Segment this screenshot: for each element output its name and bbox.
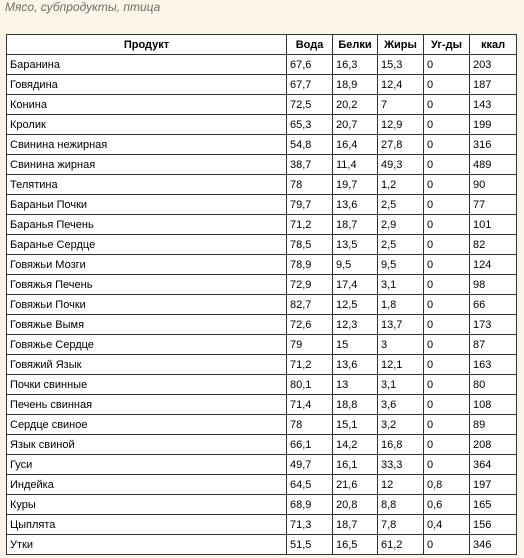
cell-protein: 16,1	[333, 455, 378, 475]
cell-carbs: 0	[424, 95, 470, 115]
cell-carbs: 0	[424, 135, 470, 155]
cell-kcal: 77	[470, 195, 517, 215]
cell-kcal: 364	[470, 455, 517, 475]
cell-water: 79	[287, 335, 333, 355]
table-row	[7, 275, 517, 295]
table-row	[7, 475, 517, 495]
cell-carbs: 0	[424, 295, 470, 315]
cell-kcal: 143	[470, 95, 517, 115]
cell-kcal: 108	[470, 395, 517, 415]
cell-kcal: 66	[470, 295, 517, 315]
cell-carbs: 0	[424, 255, 470, 275]
cell-carbs: 0	[424, 415, 470, 435]
cell-kcal: 89	[470, 415, 517, 435]
table-row	[7, 495, 517, 515]
cell-protein: 16,5	[333, 535, 378, 555]
cell-fat: 2,9	[378, 215, 424, 235]
table-row	[7, 75, 517, 95]
cell-kcal: 199	[470, 115, 517, 135]
cell-product: Куры	[7, 495, 287, 515]
table-row	[7, 155, 517, 175]
cell-protein: 9,5	[333, 255, 378, 275]
cell-fat: 12,1	[378, 355, 424, 375]
cell-kcal: 208	[470, 435, 517, 455]
cell-product: Кролик	[7, 115, 287, 135]
cell-product: Говяжьи Почки	[7, 295, 287, 315]
cell-kcal: 80	[470, 375, 517, 395]
cell-kcal: 173	[470, 315, 517, 335]
cell-product: Язык свиной	[7, 435, 287, 455]
cell-water: 38,7	[287, 155, 333, 175]
cell-protein: 13,6	[333, 355, 378, 375]
table-row	[7, 355, 517, 375]
cell-fat: 12	[378, 475, 424, 495]
cell-water: 67,6	[287, 55, 333, 75]
cell-fat: 3	[378, 335, 424, 355]
cell-water: 72,6	[287, 315, 333, 335]
cell-protein: 20,7	[333, 115, 378, 135]
cell-water: 78,9	[287, 255, 333, 275]
table-row	[7, 95, 517, 115]
cell-carbs: 0	[424, 155, 470, 175]
table-row	[7, 195, 517, 215]
cell-fat: 2,5	[378, 235, 424, 255]
table-row	[7, 235, 517, 255]
cell-water: 72,9	[287, 275, 333, 295]
cell-kcal: 98	[470, 275, 517, 295]
cell-kcal: 165	[470, 495, 517, 515]
header-fat: Жиры	[378, 35, 424, 55]
cell-fat: 3,2	[378, 415, 424, 435]
cell-carbs: 0	[424, 235, 470, 255]
table-row	[7, 115, 517, 135]
cell-product: Говядина	[7, 75, 287, 95]
cell-carbs: 0,6	[424, 495, 470, 515]
cell-water: 79,7	[287, 195, 333, 215]
cell-water: 72,5	[287, 95, 333, 115]
table-row	[7, 335, 517, 355]
cell-fat: 7	[378, 95, 424, 115]
cell-protein: 12,5	[333, 295, 378, 315]
cell-protein: 18,7	[333, 515, 378, 535]
cell-product: Утки	[7, 535, 287, 555]
table-row	[7, 315, 517, 335]
cell-product: Говяжьи Мозги	[7, 255, 287, 275]
cell-carbs: 0	[424, 455, 470, 475]
cell-kcal: 124	[470, 255, 517, 275]
cell-water: 78,5	[287, 235, 333, 255]
cell-water: 71,4	[287, 395, 333, 415]
cell-water: 67,7	[287, 75, 333, 95]
cell-carbs: 0	[424, 395, 470, 415]
cell-fat: 15,3	[378, 55, 424, 75]
cell-fat: 13,7	[378, 315, 424, 335]
cell-kcal: 197	[470, 475, 517, 495]
cell-water: 71,2	[287, 355, 333, 375]
cell-protein: 13	[333, 375, 378, 395]
table-row	[7, 395, 517, 415]
cell-product: Свинина жирная	[7, 155, 287, 175]
cell-product: Индейка	[7, 475, 287, 495]
table-caption: Мясо, субпродукты, птица	[5, 0, 161, 14]
table-row	[7, 535, 517, 555]
cell-carbs: 0,8	[424, 475, 470, 495]
cell-water: 82,7	[287, 295, 333, 315]
cell-protein: 13,5	[333, 235, 378, 255]
cell-kcal: 316	[470, 135, 517, 155]
cell-fat: 3,1	[378, 275, 424, 295]
cell-water: 68,9	[287, 495, 333, 515]
cell-protein: 15	[333, 335, 378, 355]
cell-water: 64,5	[287, 475, 333, 495]
cell-protein: 18,8	[333, 395, 378, 415]
cell-kcal: 82	[470, 235, 517, 255]
cell-fat: 12,4	[378, 75, 424, 95]
table-row	[7, 375, 517, 395]
cell-fat: 2,5	[378, 195, 424, 215]
table-header-row	[7, 35, 517, 55]
cell-protein: 16,3	[333, 55, 378, 75]
cell-product: Печень свинная	[7, 395, 287, 415]
table-row	[7, 135, 517, 155]
cell-fat: 1,8	[378, 295, 424, 315]
cell-fat: 49,3	[378, 155, 424, 175]
cell-product: Говяжье Вымя	[7, 315, 287, 335]
table-row	[7, 255, 517, 275]
cell-product: Гуси	[7, 455, 287, 475]
cell-water: 80,1	[287, 375, 333, 395]
cell-fat: 61,2	[378, 535, 424, 555]
cell-protein: 19,7	[333, 175, 378, 195]
cell-fat: 16,8	[378, 435, 424, 455]
cell-water: 71,2	[287, 215, 333, 235]
cell-carbs: 0	[424, 535, 470, 555]
table-row	[7, 55, 517, 75]
cell-protein: 11,4	[333, 155, 378, 175]
cell-carbs: 0	[424, 435, 470, 455]
cell-fat: 12,9	[378, 115, 424, 135]
table-row	[7, 435, 517, 455]
header-water: Вода	[287, 35, 333, 55]
cell-fat: 9,5	[378, 255, 424, 275]
cell-kcal: 163	[470, 355, 517, 375]
cell-kcal: 489	[470, 155, 517, 175]
header-protein: Белки	[333, 35, 378, 55]
header-carbs: Уг-ды	[424, 35, 470, 55]
cell-kcal: 156	[470, 515, 517, 535]
cell-product: Говяжье Сердце	[7, 335, 287, 355]
cell-carbs: 0	[424, 115, 470, 135]
cell-product: Цыплята	[7, 515, 287, 535]
cell-carbs: 0	[424, 175, 470, 195]
cell-kcal: 87	[470, 335, 517, 355]
cell-product: Свинина нежирная	[7, 135, 287, 155]
cell-water: 51,5	[287, 535, 333, 555]
cell-carbs: 0	[424, 275, 470, 295]
table-row	[7, 455, 517, 475]
cell-protein: 20,2	[333, 95, 378, 115]
cell-carbs: 0	[424, 355, 470, 375]
cell-fat: 1,2	[378, 175, 424, 195]
cell-protein: 17,4	[333, 275, 378, 295]
cell-protein: 12,3	[333, 315, 378, 335]
cell-water: 78	[287, 415, 333, 435]
cell-water: 66,1	[287, 435, 333, 455]
cell-fat: 33,3	[378, 455, 424, 475]
cell-protein: 14,2	[333, 435, 378, 455]
table-body	[7, 55, 517, 555]
cell-protein: 18,7	[333, 215, 378, 235]
cell-carbs: 0	[424, 55, 470, 75]
cell-product: Сердце свиное	[7, 415, 287, 435]
nutrition-table	[6, 34, 517, 555]
cell-carbs: 0	[424, 75, 470, 95]
cell-protein: 15,1	[333, 415, 378, 435]
cell-product: Говяжья Печень	[7, 275, 287, 295]
cell-protein: 16,4	[333, 135, 378, 155]
header-product: Продукт	[7, 35, 287, 55]
cell-product: Почки свинные	[7, 375, 287, 395]
cell-product: Телятина	[7, 175, 287, 195]
cell-carbs: 0	[424, 315, 470, 335]
cell-water: 71,3	[287, 515, 333, 535]
cell-fat: 7,8	[378, 515, 424, 535]
cell-product: Баранья Печень	[7, 215, 287, 235]
cell-carbs: 0	[424, 335, 470, 355]
cell-protein: 18,9	[333, 75, 378, 95]
cell-product: Бараньи Почки	[7, 195, 287, 215]
cell-fat: 27,8	[378, 135, 424, 155]
cell-kcal: 203	[470, 55, 517, 75]
cell-kcal: 90	[470, 175, 517, 195]
cell-kcal: 346	[470, 535, 517, 555]
cell-kcal: 101	[470, 215, 517, 235]
table-row	[7, 295, 517, 315]
cell-water: 49,7	[287, 455, 333, 475]
cell-protein: 20,8	[333, 495, 378, 515]
cell-product: Говяжий Язык	[7, 355, 287, 375]
table-row	[7, 415, 517, 435]
cell-protein: 13,6	[333, 195, 378, 215]
cell-protein: 21,6	[333, 475, 378, 495]
cell-carbs: 0	[424, 215, 470, 235]
table-row	[7, 515, 517, 535]
cell-product: Баранье Сердце	[7, 235, 287, 255]
table-row	[7, 215, 517, 235]
cell-product: Конина	[7, 95, 287, 115]
cell-water: 65,3	[287, 115, 333, 135]
cell-water: 54,8	[287, 135, 333, 155]
cell-carbs: 0,4	[424, 515, 470, 535]
cell-carbs: 0	[424, 375, 470, 395]
cell-fat: 3,6	[378, 395, 424, 415]
table-row	[7, 175, 517, 195]
cell-carbs: 0	[424, 195, 470, 215]
header-kcal: ккал	[470, 35, 517, 55]
cell-kcal: 187	[470, 75, 517, 95]
cell-fat: 8,8	[378, 495, 424, 515]
cell-fat: 3,1	[378, 375, 424, 395]
cell-product: Баранина	[7, 55, 287, 75]
cell-water: 78	[287, 175, 333, 195]
